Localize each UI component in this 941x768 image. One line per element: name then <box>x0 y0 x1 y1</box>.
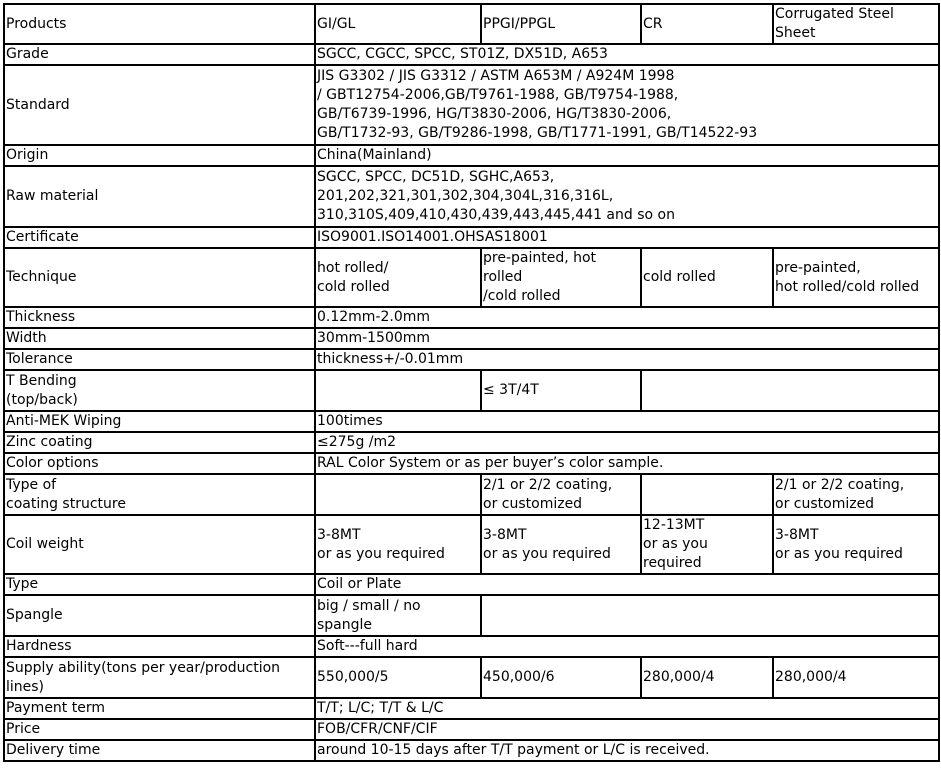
label-spangle: Spangle <box>4 595 315 636</box>
value-coating-structure-corrugated: 2/1 or 2/2 coating, or customized <box>773 474 939 515</box>
header-corrugated: Corrugated Steel Sheet <box>773 4 939 44</box>
label-technique: Technique <box>4 248 315 307</box>
label-tolerance: Tolerance <box>4 349 315 370</box>
label-coil-weight: Coil weight <box>4 515 315 574</box>
table-row <box>4 44 939 65</box>
table-row <box>4 636 939 657</box>
table-row <box>4 4 939 44</box>
label-origin: Origin <box>4 145 315 166</box>
table-row <box>4 65 939 145</box>
label-width: Width <box>4 328 315 349</box>
value-coating-structure-gi <box>315 474 481 515</box>
value-supply-corrugated: 280,000/4 <box>773 657 939 698</box>
label-zinc-coating: Zinc coating <box>4 432 315 453</box>
table-row <box>4 370 939 411</box>
header-gi-gl: GI/GL <box>315 4 481 44</box>
product-spec-table <box>3 3 940 762</box>
value-origin: China(Mainland) <box>315 145 939 166</box>
table-row <box>4 145 939 166</box>
table-row <box>4 595 939 636</box>
value-technique-corrugated: pre-painted, hot rolled/cold rolled <box>773 248 939 307</box>
table-row <box>4 328 939 349</box>
value-hardness: Soft---full hard <box>315 636 939 657</box>
value-raw-material: SGCC, SPCC, DC51D, SGHC,A653, 201,202,321,301,302,304,304L,316,316L, 310,310S,409,410,430,439,443,445,441 and so on <box>315 166 939 227</box>
value-certificate: ISO9001.ISO14001.OHSAS18001 <box>315 227 939 248</box>
table-row <box>4 657 939 698</box>
value-t-bending-ppgi: ≤ 3T/4T <box>481 370 641 411</box>
label-anti-mek: Anti-MEK Wiping <box>4 411 315 432</box>
table-row <box>4 474 939 515</box>
header-cr: CR <box>641 4 773 44</box>
label-raw-material: Raw material <box>4 166 315 227</box>
spec-table-body <box>4 4 939 761</box>
value-grade: SGCC, CGCC, SPCC, ST01Z, DX51D, A653 <box>315 44 939 65</box>
table-row <box>4 227 939 248</box>
value-price: FOB/CFR/CNF/CIF <box>315 719 939 740</box>
value-delivery-time: around 10-15 days after T/T payment or L/C is received. <box>315 740 939 761</box>
value-anti-mek: 100times <box>315 411 939 432</box>
label-certificate: Certificate <box>4 227 315 248</box>
value-spangle-rest <box>481 595 939 636</box>
value-zinc-coating: ≤275g /m2 <box>315 432 939 453</box>
value-coil-weight-cr: 12-13MT or as you required <box>641 515 773 574</box>
value-standard: JIS G3302 / JIS G3312 / ASTM A653M / A924M 1998 / GBT12754-2006,GB/T9761-1988, GB/T9754-1988, GB/T6739-1996, HG/T3830-2006, HG/T3830-2006, GB/T1732-93, GB/T9286-1998, GB/T1771-1991, GB/T14522-93 <box>315 65 939 145</box>
value-technique-gi: hot rolled/ cold rolled <box>315 248 481 307</box>
value-coating-structure-cr <box>641 474 773 515</box>
table-row <box>4 307 939 328</box>
table-row <box>4 698 939 719</box>
label-color-options: Color options <box>4 453 315 474</box>
value-color-options: RAL Color System or as per buyer’s color sample. <box>315 453 939 474</box>
label-type: Type <box>4 574 315 595</box>
value-supply-ppgi: 450,000/6 <box>481 657 641 698</box>
table-row <box>4 248 939 307</box>
value-thickness: 0.12mm-2.0mm <box>315 307 939 328</box>
label-delivery-time: Delivery time <box>4 740 315 761</box>
value-technique-ppgi: pre-painted, hot rolled /cold rolled <box>481 248 641 307</box>
value-tolerance: thickness+/-0.01mm <box>315 349 939 370</box>
label-standard: Standard <box>4 65 315 145</box>
label-hardness: Hardness <box>4 636 315 657</box>
value-supply-gi: 550,000/5 <box>315 657 481 698</box>
table-row <box>4 349 939 370</box>
table-row <box>4 574 939 595</box>
label-t-bending: T Bending (top/back) <box>4 370 315 411</box>
table-row <box>4 411 939 432</box>
table-row <box>4 719 939 740</box>
label-thickness: Thickness <box>4 307 315 328</box>
header-products: Products <box>4 4 315 44</box>
table-row <box>4 166 939 227</box>
value-coil-weight-corrugated: 3-8MT or as you required <box>773 515 939 574</box>
value-t-bending-gi <box>315 370 481 411</box>
value-type: Coil or Plate <box>315 574 939 595</box>
value-supply-cr: 280,000/4 <box>641 657 773 698</box>
label-price: Price <box>4 719 315 740</box>
value-coating-structure-ppgi: 2/1 or 2/2 coating, or customized <box>481 474 641 515</box>
header-ppgi-ppgl: PPGI/PPGL <box>481 4 641 44</box>
value-coil-weight-ppgi: 3-8MT or as you required <box>481 515 641 574</box>
label-supply-ability: Supply ability(tons per year/production lines) <box>4 657 315 698</box>
value-t-bending-rest <box>641 370 939 411</box>
value-spangle: big / small / no spangle <box>315 595 481 636</box>
table-row <box>4 515 939 574</box>
value-technique-cr: cold rolled <box>641 248 773 307</box>
label-coating-structure: Type of coating structure <box>4 474 315 515</box>
label-payment-term: Payment term <box>4 698 315 719</box>
value-payment-term: T/T; L/C; T/T & L/C <box>315 698 939 719</box>
value-coil-weight-gi: 3-8MT or as you required <box>315 515 481 574</box>
table-row <box>4 453 939 474</box>
table-row <box>4 740 939 761</box>
label-grade: Grade <box>4 44 315 65</box>
table-row <box>4 432 939 453</box>
value-width: 30mm-1500mm <box>315 328 939 349</box>
